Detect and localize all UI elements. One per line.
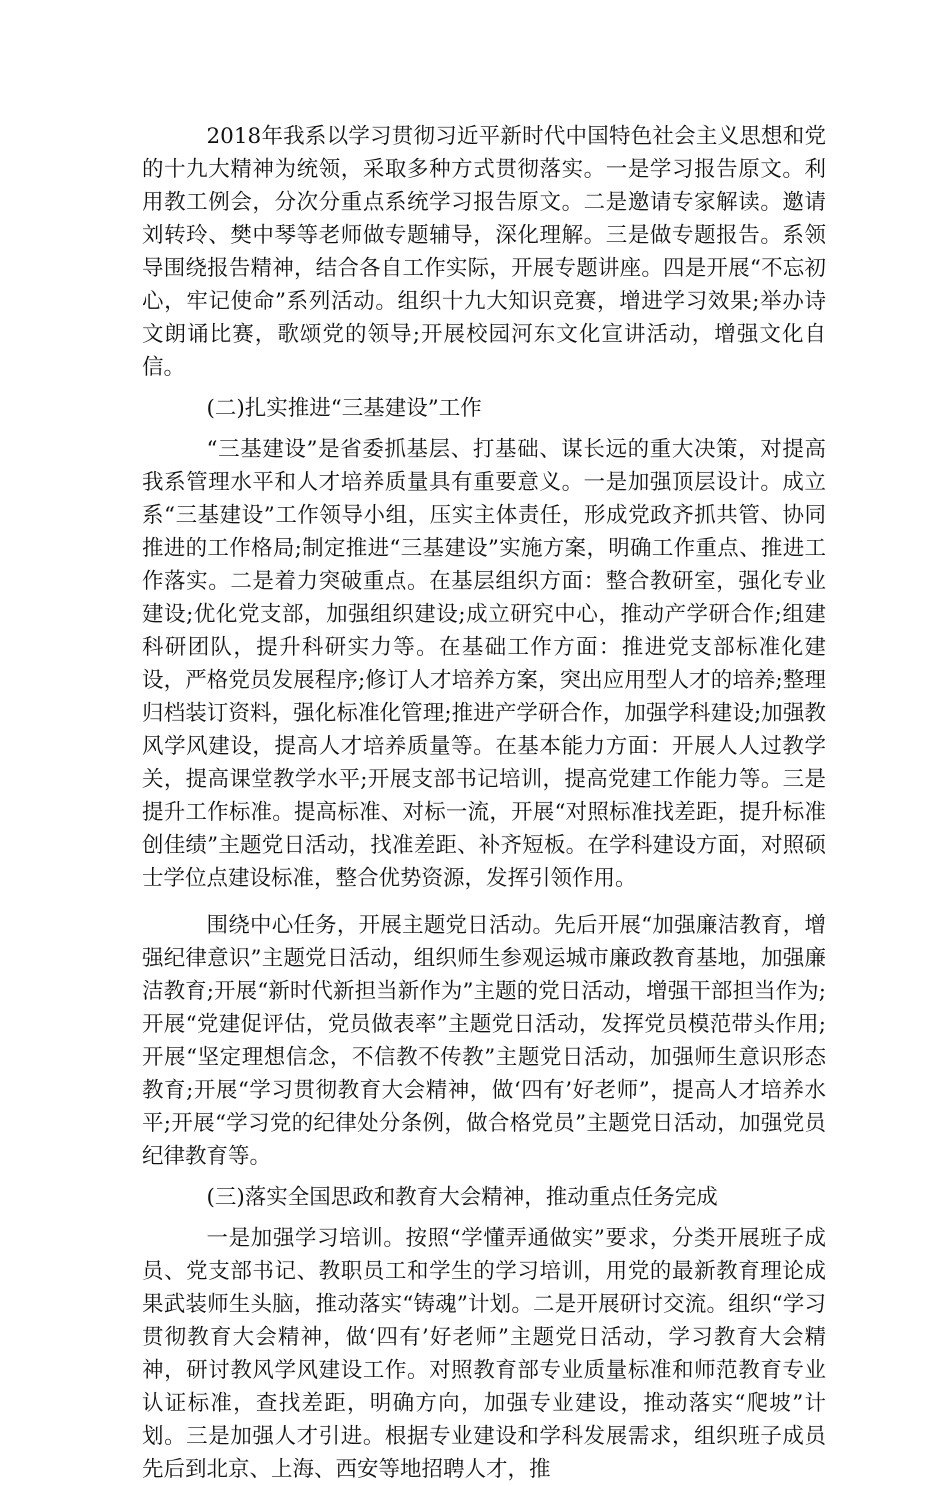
section-heading-san-ji: (二)扎实推进“三基建设”工作	[206, 396, 482, 421]
paragraph-party-day-activities: 围绕中心任务，开展主题党日活动。先后开展“加强廉洁教育，增强纪律意识”主题党日活动，组织师生参观运城市廉政教育基地，加强廉洁教育;开展“新时代新担当新作为”主题的党日活动，增强干部担当作为;开展“党建促评估，党员做表率”主题党日活动，发挥党员模范带头作用;开展“坚定理想信念，不信教不传教”主题党日活动，加强师生意识形态教育;开展“学习贯彻教育大会精神，做‘四有’好老师”，提高人才培养水平;开展“学习党的纪律处分条例，做合格党员”主题党日活动，加强党员纪律教育等。	[142, 913, 826, 1169]
paragraph-san-ji-construction: “三基建设”是省委抓基层、打基础、谋长远的重大决策，对提高我系管理水平和人才培养质量具有重要意义。一是加强顶层设计。成立系“三基建设”工作领导小组，压实主体责任，形成党政齐抓共管、协同推进的工作格局;制定推进“三基建设”实施方案，明确工作重点、推进工作落实。二是着力突破重点。在基层组织方面：整合教研室，强化专业建设;优化党支部，加强组织建设;成立研究中心，推动产学研合作;组建科研团队，提升科研实力等。在基础工作方面：推进党支部标准化建设，严格党员发展程序;修订人才培养方案，突出应用型人才的培养;整理归档装订资料，强化标准化管理;推进产学研合作，加强学科建设;加强教风学风建设，提高人才培养质量等。在基本能力方面：开展人人过教学关，提高课堂教学水平;开展支部书记培训，提高党建工作能力等。三是提升工作标准。提高标准、对标一流，开展“对照标准找差距，提升标准创佳绩”主题党日活动，找准差距、补齐短板。在学科建设方面，对照硕士学位点建设标准，整合优势资源，发挥引领作用。	[142, 437, 826, 891]
paragraph-key-tasks: 一是加强学习培训。按照“学懂弄通做实”要求，分类开展班子成员、党支部书记、教职员工和学生的学习培训，用党的最新教育理论成果武装师生头脑，推动落实“铸魂”计划。二是开展研讨交流。组织“学习贯彻教育大会精神，做‘四有’好老师”主题党日活动，学习教育大会精神，研讨教风学风建设工作。对照教育部专业质量标准和师范教育专业认证标准，查找差距，明确方向，加强专业建设，推动落实“爬坡”计划。三是加强人才引进。根据专业建设和学科发展需求，组织班子成员先后到北京、上海、西安等地招聘人才，推	[142, 1226, 826, 1482]
document-body	[142, 120, 826, 1486]
paragraph-study-implementation: 2018年我系以学习贯彻习近平新时代中国特色社会主义思想和党的十九大精神为统领，采取多种方式贯彻落实。一是学习报告原文。利用教工例会，分次分重点系统学习报告原文。二是邀请专家解读。邀请刘转玲、樊中琴等老师做专题辅导，深化理解。三是做专题报告。系领导围绕报告精神，结合各自工作实际，开展专题讲座。四是开展“不忘初心，牢记使命”系列活动。组织十九大知识竞赛，增进学习效果;举办诗文朗诵比赛，歌颂党的领导;开展校园河东文化宣讲活动，增强文化自信。	[142, 124, 826, 380]
section-heading-education-conference: (三)落实全国思政和教育大会精神，推动重点任务完成	[206, 1185, 718, 1210]
